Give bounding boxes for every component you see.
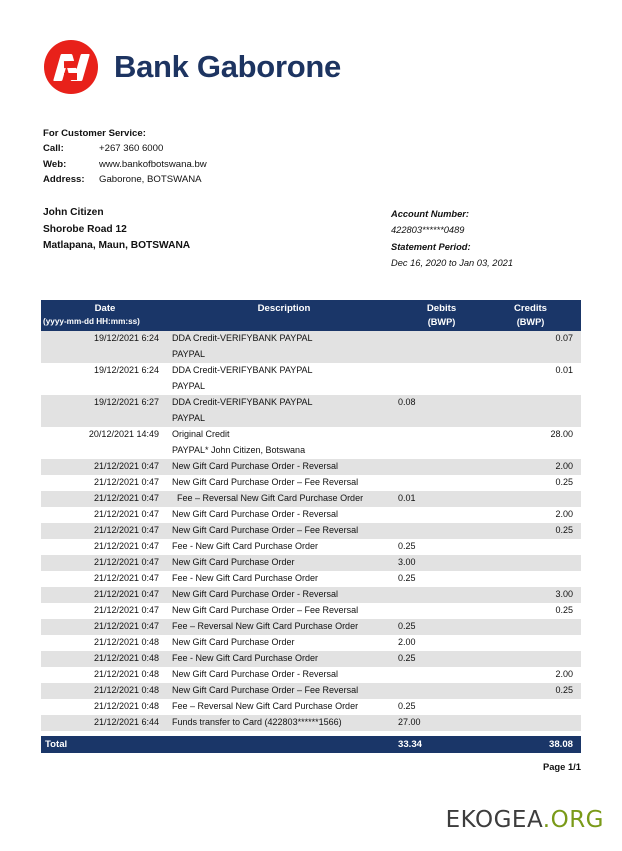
table-row xyxy=(41,507,581,523)
table-row xyxy=(41,555,581,571)
contact-call-value: +267 360 6000 xyxy=(99,143,164,155)
cell-date: 21/12/2021 0:47 xyxy=(93,509,159,519)
cell-description-sub: PAYPAL xyxy=(172,413,206,423)
cell-debit: 0.01 xyxy=(398,493,416,503)
column-header-credits: Credits xyxy=(513,303,548,314)
table-row xyxy=(41,427,581,459)
cell-description: Funds transfer to Card (422803******1566) xyxy=(172,717,342,727)
cell-credit: 28.00 xyxy=(550,429,573,439)
table-row-main-line xyxy=(41,523,581,539)
table-row-main-line xyxy=(41,619,581,635)
table-row-main-line xyxy=(41,491,581,507)
statement-period-label: Statement Period: xyxy=(391,241,471,252)
cell-description: DDA Credit-VERIFYBANK PAYPAL xyxy=(172,365,313,375)
customer-street: Shorobe Road 12 xyxy=(43,223,127,235)
cell-description: Original Credit xyxy=(172,429,230,439)
cell-credit: 2.00 xyxy=(555,509,573,519)
cell-description-sub: PAYPAL xyxy=(172,381,206,391)
table-row-main-line xyxy=(41,363,581,379)
account-number-value: 422803******0489 xyxy=(391,225,465,236)
table-row-main-line xyxy=(41,651,581,667)
table-row xyxy=(41,667,581,683)
watermark-tld: .ORG xyxy=(542,807,604,833)
table-row-main-line xyxy=(41,715,581,731)
table-row-sub-line xyxy=(41,411,581,427)
contact-call-label: Call: xyxy=(43,143,64,155)
table-row xyxy=(41,459,581,475)
cell-credit: 2.00 xyxy=(555,461,573,471)
contact-address-label: Address: xyxy=(43,173,85,185)
cell-debit: 27.00 xyxy=(398,717,421,727)
watermark xyxy=(446,807,604,833)
table-row-main-line xyxy=(41,635,581,651)
cell-description: New Gift Card Purchase Order – Fee Reversal xyxy=(172,525,359,535)
table-row xyxy=(41,603,581,619)
table-row-main-line xyxy=(41,555,581,571)
cell-description: Fee – Reversal New Gift Card Purchase Order xyxy=(177,493,364,503)
cell-description: New Gift Card Purchase Order xyxy=(172,557,295,567)
cell-description: DDA Credit-VERIFYBANK PAYPAL xyxy=(172,397,313,407)
cell-description: Fee - New Gift Card Purchase Order xyxy=(172,573,319,583)
account-info-block xyxy=(391,206,513,272)
table-body xyxy=(41,331,581,731)
table-row-main-line xyxy=(41,603,581,619)
total-credits: 38.08 xyxy=(548,739,573,750)
cell-debit: 3.00 xyxy=(398,557,416,567)
table-row-main-line xyxy=(41,395,581,411)
page-number: Page 1/1 xyxy=(542,761,581,772)
table-row-main-line xyxy=(41,699,581,715)
cell-debit: 0.25 xyxy=(398,573,416,583)
cell-debit: 0.25 xyxy=(398,541,416,551)
table-total-row xyxy=(41,736,581,772)
table-row xyxy=(41,715,581,731)
bank-name: Bank Gaborone xyxy=(114,49,341,84)
cell-date: 21/12/2021 0:47 xyxy=(93,493,159,503)
table-row xyxy=(41,699,581,715)
table-row-sub-line xyxy=(41,443,581,459)
table-row xyxy=(41,331,581,363)
cell-date: 19/12/2021 6:24 xyxy=(93,365,159,375)
column-header-debits: Debits xyxy=(426,303,457,314)
column-header-date: Date xyxy=(94,303,116,314)
cell-description: New Gift Card Purchase Order - Reversal xyxy=(172,509,339,519)
cell-date: 21/12/2021 0:47 xyxy=(93,557,159,567)
column-header-description: Description xyxy=(257,303,311,314)
bank-logo-block xyxy=(44,38,341,96)
table-row-sub-line xyxy=(41,347,581,363)
cell-debit: 0.08 xyxy=(398,397,416,407)
contact-address-row xyxy=(43,172,207,187)
cell-description: New Gift Card Purchase Order - Reversal xyxy=(172,669,339,679)
table-row-main-line xyxy=(41,571,581,587)
table-row xyxy=(41,539,581,555)
cell-date: 21/12/2021 0:47 xyxy=(93,541,159,551)
cell-date: 21/12/2021 0:48 xyxy=(93,669,159,679)
cell-description-sub: PAYPAL* John Citizen, Botswana xyxy=(172,445,306,455)
cell-debit: 0.25 xyxy=(398,621,416,631)
cell-date: 21/12/2021 0:47 xyxy=(93,621,159,631)
cell-credit: 3.00 xyxy=(555,589,573,599)
cell-description: New Gift Card Purchase Order - Reversal xyxy=(172,461,339,471)
cell-date: 21/12/2021 0:48 xyxy=(93,685,159,695)
statement-period-value: Dec 16, 2020 to Jan 03, 2021 xyxy=(391,258,513,269)
table-row-sub-line xyxy=(41,379,581,395)
table-row-main-line xyxy=(41,475,581,491)
cell-description: New Gift Card Purchase Order - Reversal xyxy=(172,589,339,599)
cell-date: 21/12/2021 0:47 xyxy=(93,461,159,471)
cell-description: New Gift Card Purchase Order xyxy=(172,637,295,647)
bank-logo-icon xyxy=(44,40,98,94)
transactions-table xyxy=(41,300,581,772)
cell-credit: 0.25 xyxy=(555,685,573,695)
table-row-main-line xyxy=(41,427,581,443)
cell-description: New Gift Card Purchase Order – Fee Reversal xyxy=(172,605,359,615)
cell-date: 21/12/2021 0:48 xyxy=(93,701,159,711)
cell-description: New Gift Card Purchase Order – Fee Reversal xyxy=(172,477,359,487)
cell-credit: 2.00 xyxy=(555,669,573,679)
table-row-main-line xyxy=(41,587,581,603)
cell-description: Fee - New Gift Card Purchase Order xyxy=(172,541,319,551)
contact-web-label: Web: xyxy=(43,158,67,170)
cell-credit: 0.25 xyxy=(555,605,573,615)
column-header-date-format: (yyyy-mm-dd HH:mm:ss) xyxy=(43,317,140,326)
table-row-main-line xyxy=(41,539,581,555)
cell-description: Fee – Reversal New Gift Card Purchase Order xyxy=(172,621,359,631)
contact-call-row xyxy=(43,141,207,156)
total-debits: 33.34 xyxy=(398,739,423,750)
cell-date: 21/12/2021 0:47 xyxy=(93,589,159,599)
contact-web-row xyxy=(43,157,207,172)
cell-description: DDA Credit-VERIFYBANK PAYPAL xyxy=(172,333,313,343)
cell-date: 21/12/2021 0:48 xyxy=(93,637,159,647)
cell-debit: 0.25 xyxy=(398,701,416,711)
cell-credit: 0.25 xyxy=(555,477,573,487)
cell-date: 21/12/2021 0:47 xyxy=(93,477,159,487)
table-row xyxy=(41,683,581,699)
table-row xyxy=(41,395,581,427)
cell-date: 21/12/2021 6:44 xyxy=(93,717,159,727)
contact-web-value[interactable]: www.bankofbotswana.bw xyxy=(99,158,207,170)
cell-description: Fee – Reversal New Gift Card Purchase Order xyxy=(172,701,359,711)
table-row-main-line xyxy=(41,507,581,523)
cell-description: New Gift Card Purchase Order – Fee Reversal xyxy=(172,685,359,695)
customer-city: Matlapana, Maun, BOTSWANA xyxy=(43,240,191,251)
column-header-debits-currency: (BWP) xyxy=(427,317,456,327)
table-row-main-line xyxy=(41,459,581,475)
cell-date: 21/12/2021 0:47 xyxy=(93,605,159,615)
cell-date: 21/12/2021 0:48 xyxy=(93,653,159,663)
cell-date: 20/12/2021 14:49 xyxy=(88,429,159,439)
table-row xyxy=(41,571,581,587)
table-row xyxy=(41,363,581,395)
watermark-main: EKOGEA xyxy=(445,807,543,833)
cell-description-sub: PAYPAL xyxy=(172,349,206,359)
customer-address-block xyxy=(43,205,190,255)
cell-credit: 0.01 xyxy=(555,365,573,375)
table-row-main-line xyxy=(41,331,581,347)
cell-debit: 2.00 xyxy=(398,637,416,647)
table-row xyxy=(41,635,581,651)
table-row-main-line xyxy=(41,667,581,683)
cell-date: 21/12/2021 0:47 xyxy=(93,525,159,535)
table-row xyxy=(41,651,581,667)
table-row xyxy=(41,491,581,507)
table-row xyxy=(41,475,581,491)
customer-name: John Citizen xyxy=(43,207,104,218)
column-header-credits-currency: (BWP) xyxy=(516,317,545,327)
cell-credit: 0.25 xyxy=(555,525,573,535)
cell-description: Fee - New Gift Card Purchase Order xyxy=(172,653,319,663)
table-row-main-line xyxy=(41,683,581,699)
table-row xyxy=(41,523,581,539)
cell-date: 21/12/2021 0:47 xyxy=(93,573,159,583)
customer-service-title: For Customer Service: xyxy=(43,128,146,139)
contact-address-value: Gaborone, BOTSWANA xyxy=(99,173,202,185)
cell-debit: 0.25 xyxy=(398,653,416,663)
total-label: Total xyxy=(45,739,68,750)
cell-date: 19/12/2021 6:27 xyxy=(93,397,159,407)
customer-service-block xyxy=(43,126,207,187)
cell-credit: 0.07 xyxy=(555,333,573,343)
table-row xyxy=(41,619,581,635)
table-row xyxy=(41,587,581,603)
cell-date: 19/12/2021 6:24 xyxy=(93,333,159,343)
table-header-row xyxy=(41,300,581,331)
account-number-label: Account Number: xyxy=(391,209,469,219)
